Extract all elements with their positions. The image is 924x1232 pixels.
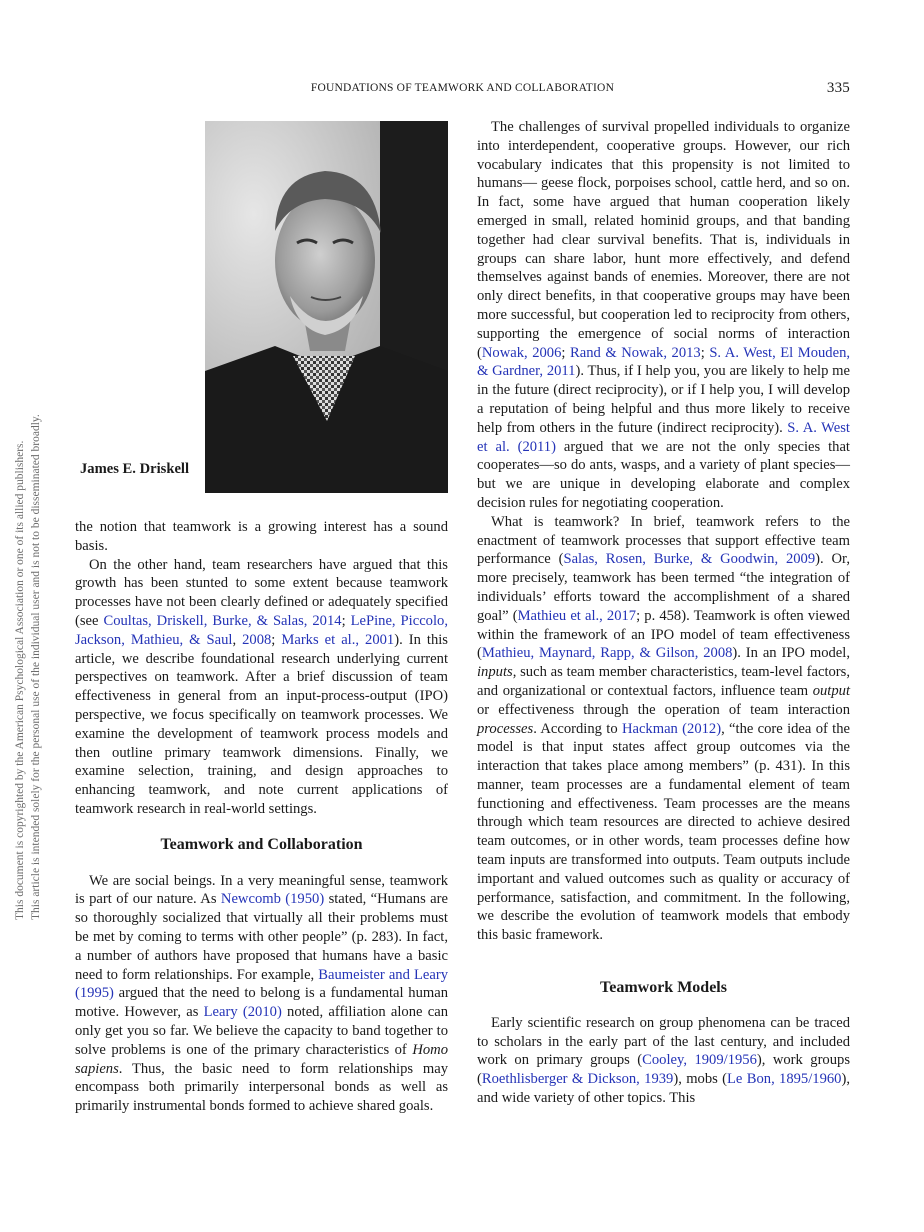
- text-run: ;: [271, 631, 282, 648]
- text-run: ). Thus, if I help you, you are likely to help me in the future (direct reciprocity), or if I help you, I will develop a reputation of being helpful and thus more likely to receive help from others in the future (indirect reciprocity).: [477, 363, 850, 436]
- text-run: The challenges of survival propelled individuals to organize into interdependent, cooperative groups. However, our rich vocabulary indicates that this propensity is not limited to humans— geese flock, porpoises school, cattle herd, and so on. In fact, some have argued that human cooperation likely emerged in small, related hominid groups, and that banding together had clear survival benefits. That is, individuals in groups can share labor, hunt more effectively, and defend themselves against bands of enemies. Moreover, there are not only direct benefits, in that cooperative groups may have been more successful, but cooperation led to reciprocity from others, supporting the emergence of social norms of interaction (: [477, 119, 850, 361]
- running-head: FOUNDATIONS OF TEAMWORK AND COLLABORATION: [310, 82, 615, 94]
- page-number: 335: [826, 80, 850, 96]
- text-run: ). In an IPO model,: [732, 645, 850, 662]
- citation-link[interactable]: Cooley, 1909/1956: [642, 1052, 757, 1069]
- text-run: , such as team member characteristics, team-level factors, and organizational or contextual factors, influence team: [477, 664, 850, 699]
- italic-term: processes: [477, 720, 534, 737]
- section-heading: Teamwork Models: [600, 979, 727, 997]
- text-run: ). In this article, we describe foundational research underlying current perspectives on teamwork. After a brief discussion of team effectiveness in general from an input-process-output (IPO) perspective, we focus specifically on teamwork processes. We examine the development of teamwork process models and then outline primary teamwork dimensions. Finally, we examine selection, training, and design approaches to enhancing teamwork, and note current applications of teamwork research in real-world settings.: [75, 631, 448, 817]
- citation-link[interactable]: Nowak, 2006: [481, 344, 562, 361]
- paragraph-continuation: [75, 518, 448, 556]
- citation-link[interactable]: Mathieu et al., 2017: [517, 607, 637, 624]
- running-header: [75, 78, 850, 98]
- italic-term: Homo sapiens: [75, 1041, 448, 1077]
- text-run: noted, affiliation alone can only get you so far. We believe the capacity to band together to solve problems is one of the primary characteristics of: [75, 1004, 448, 1058]
- text-run: ;: [341, 612, 351, 629]
- citation-link[interactable]: Coultas, Driskell, Burke, & Salas, 2014: [103, 612, 342, 629]
- paragraph: [75, 556, 448, 819]
- text-run: ; p. 458). Teamwork is often viewed within the framework of an IPO model of team effectiveness (: [477, 607, 850, 662]
- italic-term: output: [812, 682, 850, 699]
- paragraph: [477, 118, 850, 513]
- copyright-line-2: This article is intended solely for the personal use of the individual user and is not to be disseminated broadly.: [30, 414, 42, 920]
- text-run: Early scientific research on group phenomena can be traced to scholars in the early part of the last century, and included work on primary groups (: [477, 1014, 850, 1069]
- citation-link[interactable]: LePine, Piccolo, Jackson, Mathieu, & Saul: [75, 612, 448, 648]
- text-run: On the other hand, team researchers have argued that this growth has been stunted to some extent because teamwork processes have not been clearly defined or adequately specified (see: [75, 556, 448, 629]
- citation-link[interactable]: Newcomb (1950): [220, 891, 325, 908]
- citation-link[interactable]: Le Bon, 1895/1960: [727, 1071, 842, 1088]
- portrait-image: [205, 121, 448, 493]
- citation-link[interactable]: Roethlisberger & Dickson, 1939: [481, 1071, 674, 1088]
- copyright-notice: [8, 340, 44, 920]
- text-run: argued that the need to belong is a fundamental human motive. However, as: [75, 985, 448, 1021]
- text-run: ), and wide variety of other topics. This: [477, 1071, 850, 1107]
- text-run: argued that we are not the only species that cooperates—so do ants, wasps, and a variety of plant species— but we are unique in developing elaborate and complex decision rules for negotiating cooperation.: [477, 438, 850, 511]
- italic-term: inputs: [477, 664, 513, 681]
- text-run: ), mobs (: [673, 1071, 728, 1088]
- citation-link[interactable]: Baumeister and Leary (1995): [75, 966, 449, 1002]
- text-run: What is teamwork? In brief, teamwork refers to the enactment of teamwork processes that support effective team performance (: [477, 513, 850, 568]
- paragraph: [477, 1014, 850, 1108]
- author-photo: [205, 121, 448, 493]
- citation-link[interactable]: S. A. West et al. (2011): [477, 419, 850, 455]
- text-run: , “the core idea of the model is that input states affect group outcomes via the interaction that takes place among members” (p. 431). In this manner, team processes are a fundamental element of team functioning and effectiveness. Team processes are the means through which team resources are directed to achieve desired team outcomes, or in other words, team processes define how team inputs are transformed into outputs. Team outputs include important and valued outcomes such as quality or accuracy of performance, satisfaction, and commitment. In the following, we describe the evolution of teamwork models that embody this basic framework.: [477, 720, 850, 944]
- author-photo-block: [75, 118, 448, 518]
- citation-link[interactable]: 2008: [242, 631, 272, 648]
- text-run: We are social beings. In a very meaningful sense, teamwork is part of our nature. As: [75, 872, 448, 908]
- left-column: [75, 118, 448, 1116]
- text-run: ;: [561, 344, 570, 361]
- text-run: the notion that teamwork is a growing interest has a sound basis.: [75, 519, 448, 554]
- citation-link[interactable]: Rand & Nowak, 2013: [569, 344, 701, 361]
- citation-link[interactable]: Hackman (2012): [621, 720, 722, 737]
- text-run: . Thus, the basic need to form relationships may encompass both primarily interpersonal bonds as well as primarily instrumental bonds formed to achieve shared goals.: [75, 1060, 448, 1115]
- text-run: ,: [232, 631, 243, 648]
- text-run: . According to: [533, 720, 622, 737]
- citation-link[interactable]: Mathieu, Maynard, Rapp, & Gilson, 2008: [481, 645, 733, 662]
- copyright-line-1: This document is copyrighted by the American Psychological Association or one of its allied publishers.: [14, 440, 26, 920]
- paragraph: [477, 513, 850, 945]
- section-heading: Teamwork and Collaboration: [160, 835, 363, 853]
- text-run: ), work groups (: [477, 1052, 851, 1088]
- text-run: ). Or, more precisely, teamwork has been termed “the integration of individuals’ efforts toward the accomplishment of a shared goal” (: [477, 551, 850, 624]
- citation-link[interactable]: Salas, Rosen, Burke, & Goodwin, 2009: [563, 551, 816, 568]
- text-run: or effectiveness through the operation of team interaction: [477, 701, 850, 718]
- text-run: stated, “Humans are so thoroughly socialized that virtually all their problems must be met by coming to terms with other people” (p. 283). In fact, a number of authors have proposed that humans have a basic need to form relationships. For example,: [75, 891, 448, 983]
- paragraph: [75, 872, 448, 1116]
- text-run: ;: [700, 344, 710, 361]
- photo-caption: James E. Driskell: [80, 461, 190, 477]
- citation-link[interactable]: S. A. West, El Mouden, & Gardner, 2011: [477, 344, 851, 380]
- citation-link[interactable]: Marks et al., 2001: [281, 631, 395, 648]
- right-column: [477, 118, 850, 1108]
- citation-link[interactable]: Leary (2010): [203, 1004, 282, 1021]
